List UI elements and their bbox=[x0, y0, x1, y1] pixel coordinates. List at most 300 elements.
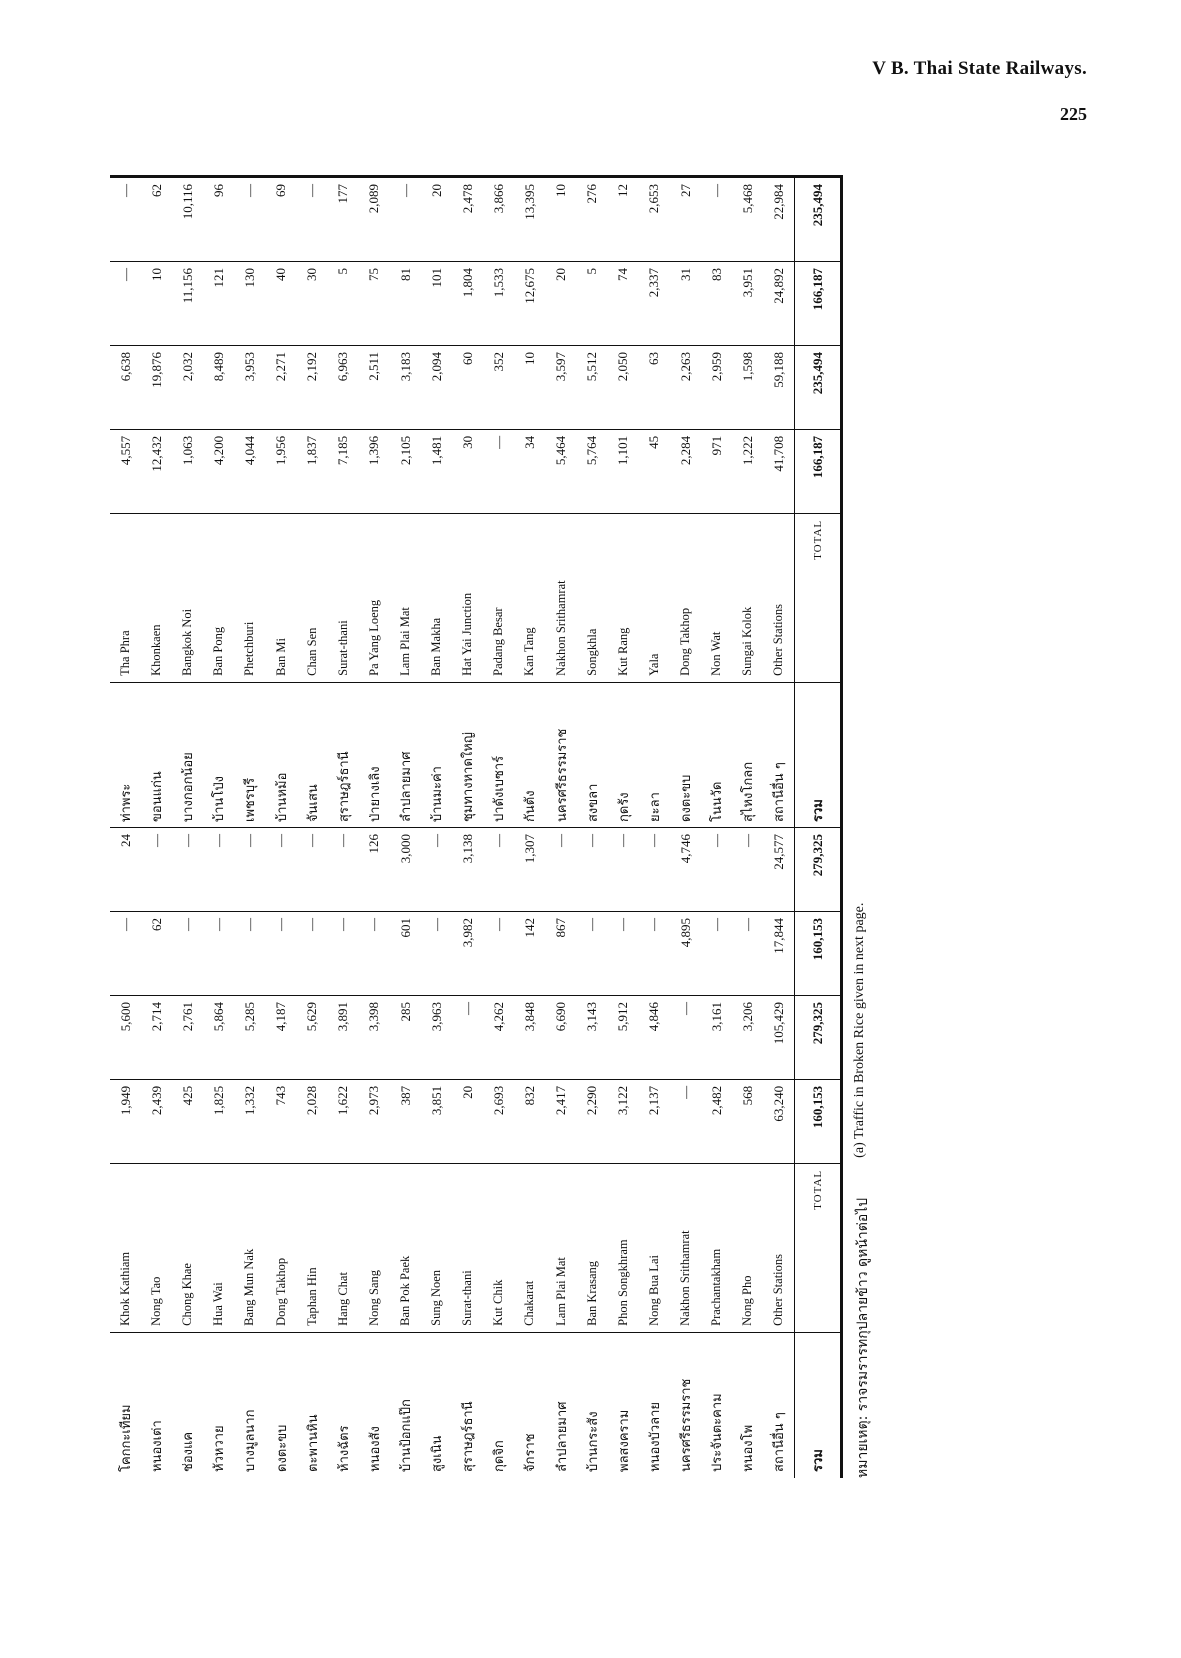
table-row bbox=[172, 828, 203, 1478]
station-thai-name: รวม bbox=[795, 682, 840, 828]
value-cell: 387 bbox=[390, 1079, 421, 1163]
station-thai-name: หนองโพ bbox=[732, 1332, 763, 1478]
value-cell: 3,161 bbox=[701, 995, 732, 1079]
station-english-name: Kut Rang bbox=[608, 513, 639, 682]
value-cell: 2,271 bbox=[266, 345, 297, 429]
value-cell: 20 bbox=[546, 261, 577, 345]
value-cell: — bbox=[739, 834, 755, 847]
value-cell: 2,959 bbox=[701, 345, 732, 429]
value-cell: 31 bbox=[670, 261, 701, 345]
station-english-name: Khok Kathiam bbox=[110, 1163, 141, 1332]
station-english-name: Sung Noen bbox=[421, 1163, 452, 1332]
table-row bbox=[763, 178, 795, 828]
table-row bbox=[141, 828, 172, 1478]
station-thai-name: หนองสัง bbox=[359, 1332, 390, 1478]
value-cell: 12,675 bbox=[514, 261, 545, 345]
station-thai-name: พลสงคราม bbox=[608, 1332, 639, 1478]
station-english-name: Other Stations bbox=[763, 513, 795, 682]
station-english-name: Ban Pong bbox=[203, 513, 234, 682]
value-cell: — bbox=[646, 834, 662, 847]
value-cell: 2,105 bbox=[390, 429, 421, 513]
value-cell: — bbox=[179, 834, 195, 847]
value-cell: 601 bbox=[390, 911, 421, 995]
value-cell: 1,949 bbox=[110, 1079, 141, 1163]
right-table bbox=[110, 178, 840, 828]
value-cell: 6,963 bbox=[328, 345, 359, 429]
station-english-name: Ban Makha bbox=[421, 513, 452, 682]
value-cell: 62 bbox=[141, 911, 172, 995]
station-thai-name: บางมูลนาก bbox=[234, 1332, 265, 1478]
station-english-name: Bangkok Noi bbox=[172, 513, 203, 682]
value-cell: 2,714 bbox=[141, 995, 172, 1079]
station-english-name: Chan Sen bbox=[297, 513, 328, 682]
table-row bbox=[608, 828, 639, 1478]
station-thai-name: ชุมทางหาดใหญ่ bbox=[452, 682, 483, 828]
value-cell: 10,116 bbox=[179, 184, 195, 220]
table-row bbox=[110, 828, 141, 1478]
table-row bbox=[390, 828, 421, 1478]
value-cell: 2,032 bbox=[172, 345, 203, 429]
station-thai-name: ยะลา bbox=[639, 682, 670, 828]
left-station-table bbox=[110, 827, 843, 1478]
station-english-name: Ban Krasang bbox=[577, 1163, 608, 1332]
value-cell: — bbox=[359, 911, 390, 995]
station-thai-name: โคกกะเทียม bbox=[110, 1332, 141, 1478]
table-row bbox=[577, 828, 608, 1478]
value-cell: 101 bbox=[421, 261, 452, 345]
station-thai-name: จันเสน bbox=[297, 682, 328, 828]
station-english-name: Hua Wai bbox=[203, 1163, 234, 1332]
value-cell: 4,044 bbox=[234, 429, 265, 513]
value-cell: — bbox=[397, 184, 413, 197]
station-english-name: Lam Plai Mat bbox=[390, 513, 421, 682]
value-cell: 5,468 bbox=[739, 184, 755, 214]
value-cell: 2,028 bbox=[297, 1079, 328, 1163]
value-cell: 5,864 bbox=[203, 995, 234, 1079]
value-cell: 3,000 bbox=[397, 834, 413, 864]
value-cell: — bbox=[234, 911, 265, 995]
value-cell: 4,746 bbox=[677, 834, 693, 864]
value-cell: 1,804 bbox=[452, 261, 483, 345]
station-english-name: Nong Pho bbox=[732, 1163, 763, 1332]
value-cell: 1,956 bbox=[266, 429, 297, 513]
station-english-name: Khonkaen bbox=[141, 513, 172, 682]
value-cell: 2,050 bbox=[608, 345, 639, 429]
value-cell: 3,953 bbox=[234, 345, 265, 429]
value-cell: 743 bbox=[266, 1079, 297, 1163]
value-cell: 3,138 bbox=[459, 834, 475, 864]
value-cell: 279,325 bbox=[795, 995, 840, 1079]
value-cell: 3,122 bbox=[608, 1079, 639, 1163]
value-cell: 40 bbox=[266, 261, 297, 345]
station-thai-name: ลำปลายมาศ bbox=[390, 682, 421, 828]
value-cell: 4,557 bbox=[110, 429, 141, 513]
table-row bbox=[546, 178, 577, 828]
station-thai-name: หัวหวาย bbox=[203, 1332, 234, 1478]
value-cell: — bbox=[304, 184, 320, 197]
station-english-name: Sungai Kolok bbox=[732, 513, 763, 682]
table-row bbox=[110, 178, 141, 828]
value-cell: 5,629 bbox=[297, 995, 328, 1079]
value-cell: 425 bbox=[172, 1079, 203, 1163]
value-cell: 1,307 bbox=[521, 834, 537, 864]
value-cell: 166,187 bbox=[795, 261, 840, 345]
value-cell: — bbox=[117, 184, 133, 197]
station-thai-name: กุดจิก bbox=[483, 1332, 514, 1478]
value-cell: 75 bbox=[359, 261, 390, 345]
station-thai-name: โนนวัด bbox=[701, 682, 732, 828]
value-cell: 5,600 bbox=[110, 995, 141, 1079]
value-cell: 2,653 bbox=[646, 184, 662, 214]
station-english-name: Kut Chik bbox=[483, 1163, 514, 1332]
table-row bbox=[763, 828, 795, 1478]
station-thai-name: รวม bbox=[795, 1332, 840, 1478]
value-cell: 3,183 bbox=[390, 345, 421, 429]
station-english-name: TOTAL bbox=[795, 513, 840, 682]
table-row bbox=[390, 178, 421, 828]
table-row bbox=[234, 178, 265, 828]
value-cell: 2,290 bbox=[577, 1079, 608, 1163]
value-cell: 10 bbox=[141, 261, 172, 345]
station-english-name: Lam Plai Mat bbox=[546, 1163, 577, 1332]
station-english-name: Hang Chat bbox=[328, 1163, 359, 1332]
station-thai-name: หนองเต่า bbox=[141, 1332, 172, 1478]
value-cell: 11,156 bbox=[172, 261, 203, 345]
table-row bbox=[359, 178, 390, 828]
station-english-name: Taphan Hin bbox=[297, 1163, 328, 1332]
station-english-name: Bang Mun Nak bbox=[234, 1163, 265, 1332]
value-cell: 5,464 bbox=[546, 429, 577, 513]
station-english-name: Dong Takhop bbox=[670, 513, 701, 682]
value-cell: — bbox=[483, 911, 514, 995]
page-header-title: V B. Thai State Railways. bbox=[872, 58, 1087, 79]
value-cell: — bbox=[732, 911, 763, 995]
station-thai-name: ปาดังเบซาร์ bbox=[483, 682, 514, 828]
value-cell: 6,690 bbox=[546, 995, 577, 1079]
station-english-name: Tha Phra bbox=[110, 513, 141, 682]
station-english-name: Phon Songkhram bbox=[608, 1163, 639, 1332]
value-cell: 22,984 bbox=[770, 184, 786, 220]
value-cell: 121 bbox=[203, 261, 234, 345]
station-thai-name: สุราษฎร์ธานี bbox=[452, 1332, 483, 1478]
value-cell: 13,395 bbox=[521, 184, 537, 220]
table-row bbox=[421, 178, 452, 828]
value-cell: 2,478 bbox=[459, 184, 475, 214]
footnote-english: (a) Traffic in Broken Rice given in next page. bbox=[852, 902, 867, 1158]
left-table bbox=[110, 828, 840, 1478]
value-cell: 69 bbox=[273, 184, 289, 197]
right-station-table bbox=[110, 175, 843, 828]
value-cell: 74 bbox=[608, 261, 639, 345]
value-cell: — bbox=[428, 834, 444, 847]
value-cell: 285 bbox=[390, 995, 421, 1079]
table-row bbox=[141, 178, 172, 828]
rotated-table-area bbox=[110, 178, 871, 1478]
value-cell: 142 bbox=[514, 911, 545, 995]
station-english-name: Yala bbox=[639, 513, 670, 682]
value-cell: 19,876 bbox=[141, 345, 172, 429]
value-cell: 160,153 bbox=[795, 911, 840, 995]
station-thai-name: ช่องแค bbox=[172, 1332, 203, 1478]
table-row bbox=[297, 828, 328, 1478]
station-thai-name: ประจันตะคาม bbox=[701, 1332, 732, 1478]
station-english-name: Pa Yang Loeng bbox=[359, 513, 390, 682]
station-thai-name: สถานีอื่น ๆ bbox=[763, 1332, 795, 1478]
value-cell: 12 bbox=[615, 184, 631, 197]
station-thai-name: บ้านป้อกแป๊ก bbox=[390, 1332, 421, 1478]
value-cell: — bbox=[335, 834, 351, 847]
value-cell: 34 bbox=[514, 429, 545, 513]
station-english-name: Prachantakham bbox=[701, 1163, 732, 1332]
value-cell: 235,494 bbox=[795, 345, 840, 429]
table-row bbox=[546, 828, 577, 1478]
value-cell: 2,439 bbox=[141, 1079, 172, 1163]
station-english-name: Non Wat bbox=[701, 513, 732, 682]
table-row bbox=[421, 828, 452, 1478]
value-cell: 30 bbox=[297, 261, 328, 345]
table-row bbox=[732, 828, 763, 1478]
station-english-name: Dong Takhop bbox=[266, 1163, 297, 1332]
value-cell: 24 bbox=[117, 834, 133, 847]
value-cell: 3,851 bbox=[421, 1079, 452, 1163]
value-cell: 4,200 bbox=[203, 429, 234, 513]
station-thai-name: สถานีอื่น ๆ bbox=[763, 682, 795, 828]
station-english-name: Nong Sang bbox=[359, 1163, 390, 1332]
value-cell: 2,337 bbox=[639, 261, 670, 345]
footnote bbox=[852, 178, 874, 1478]
value-cell: 2,417 bbox=[546, 1079, 577, 1163]
station-english-name: Surat-thani bbox=[328, 513, 359, 682]
value-cell: 6,638 bbox=[110, 345, 141, 429]
table-row bbox=[514, 828, 545, 1478]
value-cell: — bbox=[670, 1079, 701, 1163]
value-cell: — bbox=[421, 911, 452, 995]
value-cell: 10 bbox=[514, 345, 545, 429]
value-cell: — bbox=[615, 834, 631, 847]
station-thai-name: หนองบัวลาย bbox=[639, 1332, 670, 1478]
station-thai-name: ลำปลายมาศ bbox=[546, 1332, 577, 1478]
value-cell: — bbox=[203, 911, 234, 995]
value-cell: — bbox=[553, 834, 569, 847]
value-cell: 160,153 bbox=[795, 1079, 840, 1163]
station-thai-name: สุไหงโกลก bbox=[732, 682, 763, 828]
value-cell: 17,844 bbox=[763, 911, 795, 995]
station-english-name: Chong Khae bbox=[172, 1163, 203, 1332]
value-cell: 832 bbox=[514, 1079, 545, 1163]
value-cell: 276 bbox=[584, 184, 600, 204]
station-thai-name: ดงตะขบ bbox=[670, 682, 701, 828]
table-row bbox=[328, 828, 359, 1478]
value-cell: 20 bbox=[452, 1079, 483, 1163]
value-cell: 2,137 bbox=[639, 1079, 670, 1163]
value-cell: 3,398 bbox=[359, 995, 390, 1079]
footnote-thai: หมายเหตุ: ราจรมรารทกุปลายข้าว ดูหน้าต่อไป bbox=[855, 1197, 871, 1478]
value-cell: — bbox=[452, 995, 483, 1079]
value-cell: 8,489 bbox=[203, 345, 234, 429]
value-cell: 2,761 bbox=[172, 995, 203, 1079]
value-cell: 5 bbox=[577, 261, 608, 345]
station-english-name: Kan Tang bbox=[514, 513, 545, 682]
value-cell: 352 bbox=[483, 345, 514, 429]
value-cell: 62 bbox=[148, 184, 164, 197]
value-cell: 1,332 bbox=[234, 1079, 265, 1163]
value-cell: 2,284 bbox=[670, 429, 701, 513]
value-cell: — bbox=[304, 834, 320, 847]
table-row bbox=[203, 178, 234, 828]
value-cell: 2,192 bbox=[297, 345, 328, 429]
value-cell: — bbox=[241, 184, 257, 197]
value-cell: 24,577 bbox=[770, 834, 786, 870]
table-row bbox=[732, 178, 763, 828]
station-thai-name: สงขลา bbox=[577, 682, 608, 828]
value-cell: 1,481 bbox=[421, 429, 452, 513]
station-thai-name: เพชรบุรี bbox=[234, 682, 265, 828]
station-english-name: Songkhla bbox=[577, 513, 608, 682]
table-total-row bbox=[795, 828, 840, 1478]
station-thai-name: ห้างฉัตร bbox=[328, 1332, 359, 1478]
value-cell: 27 bbox=[677, 184, 693, 197]
value-cell: — bbox=[110, 911, 141, 995]
station-english-name: Phetchburi bbox=[234, 513, 265, 682]
value-cell: 3,143 bbox=[577, 995, 608, 1079]
value-cell: 5,912 bbox=[608, 995, 639, 1079]
value-cell: 4,262 bbox=[483, 995, 514, 1079]
station-english-name: Nong Tao bbox=[141, 1163, 172, 1332]
station-thai-name: บ้านกระสัง bbox=[577, 1332, 608, 1478]
value-cell: — bbox=[483, 429, 514, 513]
table-row bbox=[266, 828, 297, 1478]
value-cell: 83 bbox=[701, 261, 732, 345]
table-row bbox=[701, 828, 732, 1478]
value-cell: 20 bbox=[428, 184, 444, 197]
value-cell: 568 bbox=[732, 1079, 763, 1163]
value-cell: 177 bbox=[335, 184, 351, 204]
station-english-name: Surat-thani bbox=[452, 1163, 483, 1332]
table-row bbox=[608, 178, 639, 828]
station-english-name: Hat Yai Junction bbox=[452, 513, 483, 682]
table-row bbox=[670, 828, 701, 1478]
value-cell: 105,429 bbox=[763, 995, 795, 1079]
value-cell: 24,892 bbox=[763, 261, 795, 345]
value-cell: 3,848 bbox=[514, 995, 545, 1079]
table-row bbox=[483, 178, 514, 828]
value-cell: 3,206 bbox=[732, 995, 763, 1079]
value-cell: 5,764 bbox=[577, 429, 608, 513]
value-cell: 3,891 bbox=[328, 995, 359, 1079]
value-cell: 1,825 bbox=[203, 1079, 234, 1163]
value-cell: 1,598 bbox=[732, 345, 763, 429]
value-cell: 2,263 bbox=[670, 345, 701, 429]
station-english-name: Ban Mi bbox=[266, 513, 297, 682]
table-row bbox=[172, 178, 203, 828]
table-row bbox=[670, 178, 701, 828]
station-english-name: Chakarat bbox=[514, 1163, 545, 1332]
station-thai-name: จักราช bbox=[514, 1332, 545, 1478]
value-cell: 3,982 bbox=[452, 911, 483, 995]
value-cell: 2,094 bbox=[421, 345, 452, 429]
station-english-name: Padang Besar bbox=[483, 513, 514, 682]
value-cell: — bbox=[490, 834, 506, 847]
value-cell: 3,866 bbox=[490, 184, 506, 214]
value-cell: 63,240 bbox=[763, 1079, 795, 1163]
station-thai-name: บ้านโป่ง bbox=[203, 682, 234, 828]
value-cell: — bbox=[328, 911, 359, 995]
value-cell: — bbox=[708, 184, 724, 197]
station-thai-name: สูงเนิน bbox=[421, 1332, 452, 1478]
value-cell: — bbox=[608, 911, 639, 995]
value-cell: — bbox=[110, 261, 141, 345]
page-number: 225 bbox=[1060, 104, 1087, 124]
value-cell: 2,693 bbox=[483, 1079, 514, 1163]
value-cell: — bbox=[241, 834, 257, 847]
table-total-row bbox=[795, 178, 840, 828]
value-cell: 2,482 bbox=[701, 1079, 732, 1163]
value-cell: 41,708 bbox=[763, 429, 795, 513]
value-cell: 60 bbox=[452, 345, 483, 429]
value-cell: — bbox=[297, 911, 328, 995]
value-cell: 4,895 bbox=[670, 911, 701, 995]
station-thai-name: สุราษฎร์ธานี bbox=[328, 682, 359, 828]
value-cell: 3,963 bbox=[421, 995, 452, 1079]
station-english-name: Nakhon Srithamrat bbox=[546, 513, 577, 682]
value-cell: — bbox=[273, 834, 289, 847]
value-cell: 1,396 bbox=[359, 429, 390, 513]
table-row bbox=[483, 828, 514, 1478]
value-cell: 45 bbox=[639, 429, 670, 513]
value-cell: — bbox=[584, 834, 600, 847]
value-cell: — bbox=[708, 834, 724, 847]
station-thai-name: บางกอกน้อย bbox=[172, 682, 203, 828]
station-thai-name: ป่ายางเลิง bbox=[359, 682, 390, 828]
value-cell: — bbox=[172, 911, 203, 995]
value-cell: — bbox=[266, 911, 297, 995]
value-cell: 10 bbox=[553, 184, 569, 197]
value-cell: — bbox=[210, 834, 226, 847]
station-english-name: Nakhon Srithamrat bbox=[670, 1163, 701, 1332]
station-english-name: Other Stations bbox=[763, 1163, 795, 1332]
table-row bbox=[701, 178, 732, 828]
value-cell: 1,063 bbox=[172, 429, 203, 513]
value-cell: 235,494 bbox=[795, 178, 840, 261]
table-row bbox=[266, 178, 297, 828]
value-cell: 1,222 bbox=[732, 429, 763, 513]
table-row bbox=[203, 828, 234, 1478]
value-cell: 2,511 bbox=[359, 345, 390, 429]
table-row bbox=[514, 178, 545, 828]
value-cell: 3,597 bbox=[546, 345, 577, 429]
value-cell: 59,188 bbox=[763, 345, 795, 429]
value-cell: 166,187 bbox=[795, 429, 840, 513]
value-cell: — bbox=[670, 995, 701, 1079]
station-thai-name: กุดรัง bbox=[608, 682, 639, 828]
value-cell: 2,973 bbox=[359, 1079, 390, 1163]
value-cell: 4,846 bbox=[639, 995, 670, 1079]
station-thai-name: กันตัง bbox=[514, 682, 545, 828]
station-thai-name: บ้านหม้อ bbox=[266, 682, 297, 828]
table-row bbox=[452, 178, 483, 828]
station-thai-name: นครศรีธรรมราช bbox=[670, 1332, 701, 1478]
table-row bbox=[577, 178, 608, 828]
table-row bbox=[359, 828, 390, 1478]
value-cell: — bbox=[148, 834, 164, 847]
value-cell: 2,089 bbox=[366, 184, 382, 214]
table-row bbox=[639, 178, 670, 828]
station-english-name: Nong Bua Lai bbox=[639, 1163, 670, 1332]
station-english-name: TOTAL bbox=[795, 1163, 840, 1332]
table-row bbox=[452, 828, 483, 1478]
station-thai-name: บ้านมะค่า bbox=[421, 682, 452, 828]
value-cell: 971 bbox=[701, 429, 732, 513]
